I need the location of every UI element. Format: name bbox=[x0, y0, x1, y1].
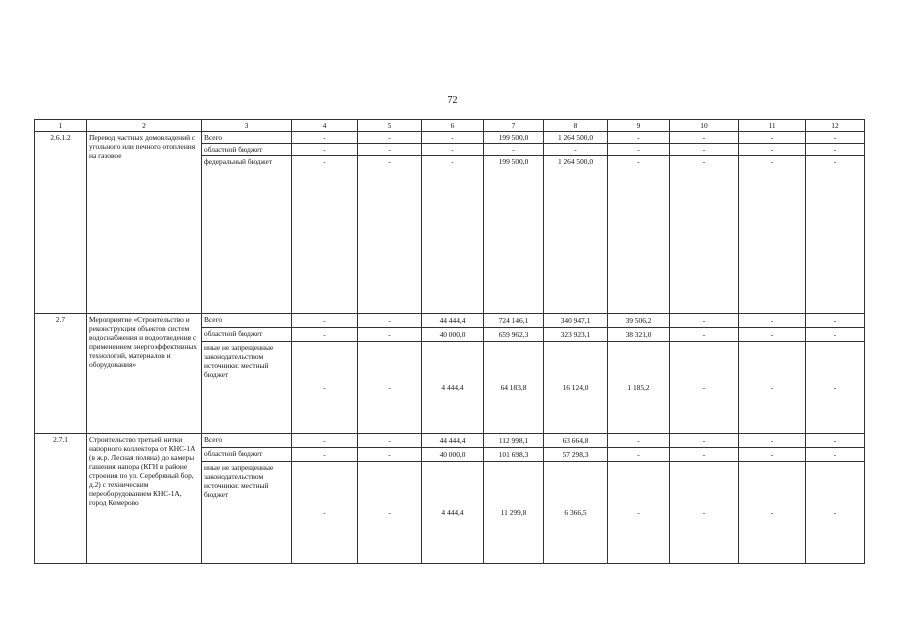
amount-cell: - bbox=[358, 448, 422, 462]
amount-cell: - bbox=[608, 462, 670, 564]
amount-cell: - bbox=[608, 144, 670, 156]
amount-cell: 199 500,0 bbox=[484, 132, 544, 144]
amount-cell: - bbox=[670, 328, 739, 342]
amount-cell: 40 000,0 bbox=[422, 448, 484, 462]
amount-cell: - bbox=[358, 156, 422, 314]
amount-cell: - bbox=[806, 144, 865, 156]
amount-cell: - bbox=[806, 314, 865, 328]
amount-cell: 44 444,4 bbox=[422, 314, 484, 328]
amount-cell: - bbox=[739, 144, 806, 156]
column-header: 11 bbox=[739, 120, 806, 132]
amount-cell: - bbox=[670, 462, 739, 564]
amount-cell: - bbox=[806, 342, 865, 434]
amount-cell: - bbox=[422, 144, 484, 156]
amount-cell: 1 185,2 bbox=[608, 342, 670, 434]
amount-cell: - bbox=[358, 342, 422, 434]
amount-cell: - bbox=[670, 156, 739, 314]
item-code: 2.6.1.2 bbox=[35, 132, 87, 314]
column-header: 3 bbox=[202, 120, 292, 132]
funding-source: Всего bbox=[202, 314, 292, 328]
amount-cell: 11 299,8 bbox=[484, 462, 544, 564]
amount-cell: - bbox=[806, 156, 865, 314]
funding-source: федеральный бюджет bbox=[202, 156, 292, 314]
amount-cell: - bbox=[670, 342, 739, 434]
amount-cell: - bbox=[608, 448, 670, 462]
amount-cell: - bbox=[670, 434, 739, 448]
amount-cell: - bbox=[739, 342, 806, 434]
amount-cell: - bbox=[292, 434, 358, 448]
amount-cell: - bbox=[358, 314, 422, 328]
amount-cell: - bbox=[292, 314, 358, 328]
amount-cell: 64 183,8 bbox=[484, 342, 544, 434]
amount-cell: 340 947,1 bbox=[544, 314, 608, 328]
item-code: 2.7.1 bbox=[35, 434, 87, 564]
amount-cell: - bbox=[484, 144, 544, 156]
column-header: 6 bbox=[422, 120, 484, 132]
amount-cell: - bbox=[739, 156, 806, 314]
funding-source: Всего bbox=[202, 132, 292, 144]
amount-cell: - bbox=[806, 328, 865, 342]
amount-cell: - bbox=[670, 448, 739, 462]
amount-cell: - bbox=[292, 342, 358, 434]
item-name: Строительство третьей нитки напорного коллектора от КНС-1А (в ж.р. Лесная поляна) до камеры гашения напора (КГН в районе строения по ул. Серебряный бор, д.2) с техническим переоборудованием КНС-1А, город Кемерово bbox=[87, 434, 202, 564]
header-row bbox=[35, 120, 865, 132]
column-header: 9 bbox=[608, 120, 670, 132]
budget-table bbox=[34, 119, 865, 564]
column-header: 5 bbox=[358, 120, 422, 132]
table-row bbox=[35, 434, 865, 448]
table-row bbox=[35, 314, 865, 328]
amount-cell: - bbox=[739, 462, 806, 564]
amount-cell: 4 444,4 bbox=[422, 342, 484, 434]
amount-cell: 112 998,1 bbox=[484, 434, 544, 448]
amount-cell: 1 264 500,0 bbox=[544, 156, 608, 314]
funding-source: областной бюджет bbox=[202, 144, 292, 156]
amount-cell: 16 124,0 bbox=[544, 342, 608, 434]
amount-cell: 38 321,0 bbox=[608, 328, 670, 342]
column-header: 1 bbox=[35, 120, 87, 132]
amount-cell: - bbox=[292, 328, 358, 342]
amount-cell: - bbox=[544, 144, 608, 156]
amount-cell: 57 298,3 bbox=[544, 448, 608, 462]
amount-cell: - bbox=[292, 132, 358, 144]
amount-cell: 63 664,8 bbox=[544, 434, 608, 448]
amount-cell: - bbox=[422, 132, 484, 144]
amount-cell: 199 500,0 bbox=[484, 156, 544, 314]
amount-cell: 44 444,4 bbox=[422, 434, 484, 448]
amount-cell: - bbox=[670, 144, 739, 156]
amount-cell: - bbox=[739, 448, 806, 462]
column-header: 10 bbox=[670, 120, 739, 132]
amount-cell: - bbox=[358, 328, 422, 342]
funding-source: областной бюджет bbox=[202, 328, 292, 342]
column-header: 2 bbox=[87, 120, 202, 132]
funding-source: иные не запрещенные законодательством источники: местный бюджет bbox=[202, 342, 292, 434]
amount-cell: - bbox=[608, 434, 670, 448]
item-name: Перевод частных домовладений с угольного или печного отопления на газовое bbox=[87, 132, 202, 314]
amount-cell: - bbox=[806, 434, 865, 448]
column-header: 8 bbox=[544, 120, 608, 132]
amount-cell: - bbox=[608, 132, 670, 144]
amount-cell: 101 698,3 bbox=[484, 448, 544, 462]
amount-cell: - bbox=[739, 434, 806, 448]
amount-cell: - bbox=[608, 156, 670, 314]
amount-cell: 6 366,5 bbox=[544, 462, 608, 564]
amount-cell: 39 506,2 bbox=[608, 314, 670, 328]
amount-cell: 1 264 500,0 bbox=[544, 132, 608, 144]
amount-cell: - bbox=[806, 448, 865, 462]
amount-cell: 4 444,4 bbox=[422, 462, 484, 564]
amount-cell: - bbox=[670, 132, 739, 144]
item-code: 2.7 bbox=[35, 314, 87, 434]
page-number: 72 bbox=[447, 95, 458, 106]
amount-cell: 323 923,1 bbox=[544, 328, 608, 342]
amount-cell: - bbox=[739, 132, 806, 144]
amount-cell: - bbox=[358, 144, 422, 156]
funding-source: областной бюджет bbox=[202, 448, 292, 462]
funding-source: Всего bbox=[202, 434, 292, 448]
amount-cell: - bbox=[358, 132, 422, 144]
column-header: 4 bbox=[292, 120, 358, 132]
funding-source: иные не запрещенные законодательством источники: местный бюджет bbox=[202, 462, 292, 564]
amount-cell: - bbox=[292, 144, 358, 156]
amount-cell: - bbox=[806, 462, 865, 564]
column-header: 7 bbox=[484, 120, 544, 132]
amount-cell: 724 146,1 bbox=[484, 314, 544, 328]
amount-cell: - bbox=[358, 462, 422, 564]
amount-cell: - bbox=[422, 156, 484, 314]
table-row bbox=[35, 132, 865, 144]
amount-cell: - bbox=[292, 462, 358, 564]
amount-cell: - bbox=[739, 314, 806, 328]
amount-cell: - bbox=[292, 156, 358, 314]
amount-cell: - bbox=[292, 448, 358, 462]
amount-cell: - bbox=[739, 328, 806, 342]
amount-cell: - bbox=[806, 132, 865, 144]
item-name: Мероприятие «Строительство и реконструкция объектов систем водоснабжения и водоотведения с применением энергоэффективных технологий, материалов и оборудования» bbox=[87, 314, 202, 434]
column-header: 12 bbox=[806, 120, 865, 132]
amount-cell: - bbox=[358, 434, 422, 448]
amount-cell: 40 000,0 bbox=[422, 328, 484, 342]
amount-cell: 659 962,3 bbox=[484, 328, 544, 342]
amount-cell: - bbox=[670, 314, 739, 328]
